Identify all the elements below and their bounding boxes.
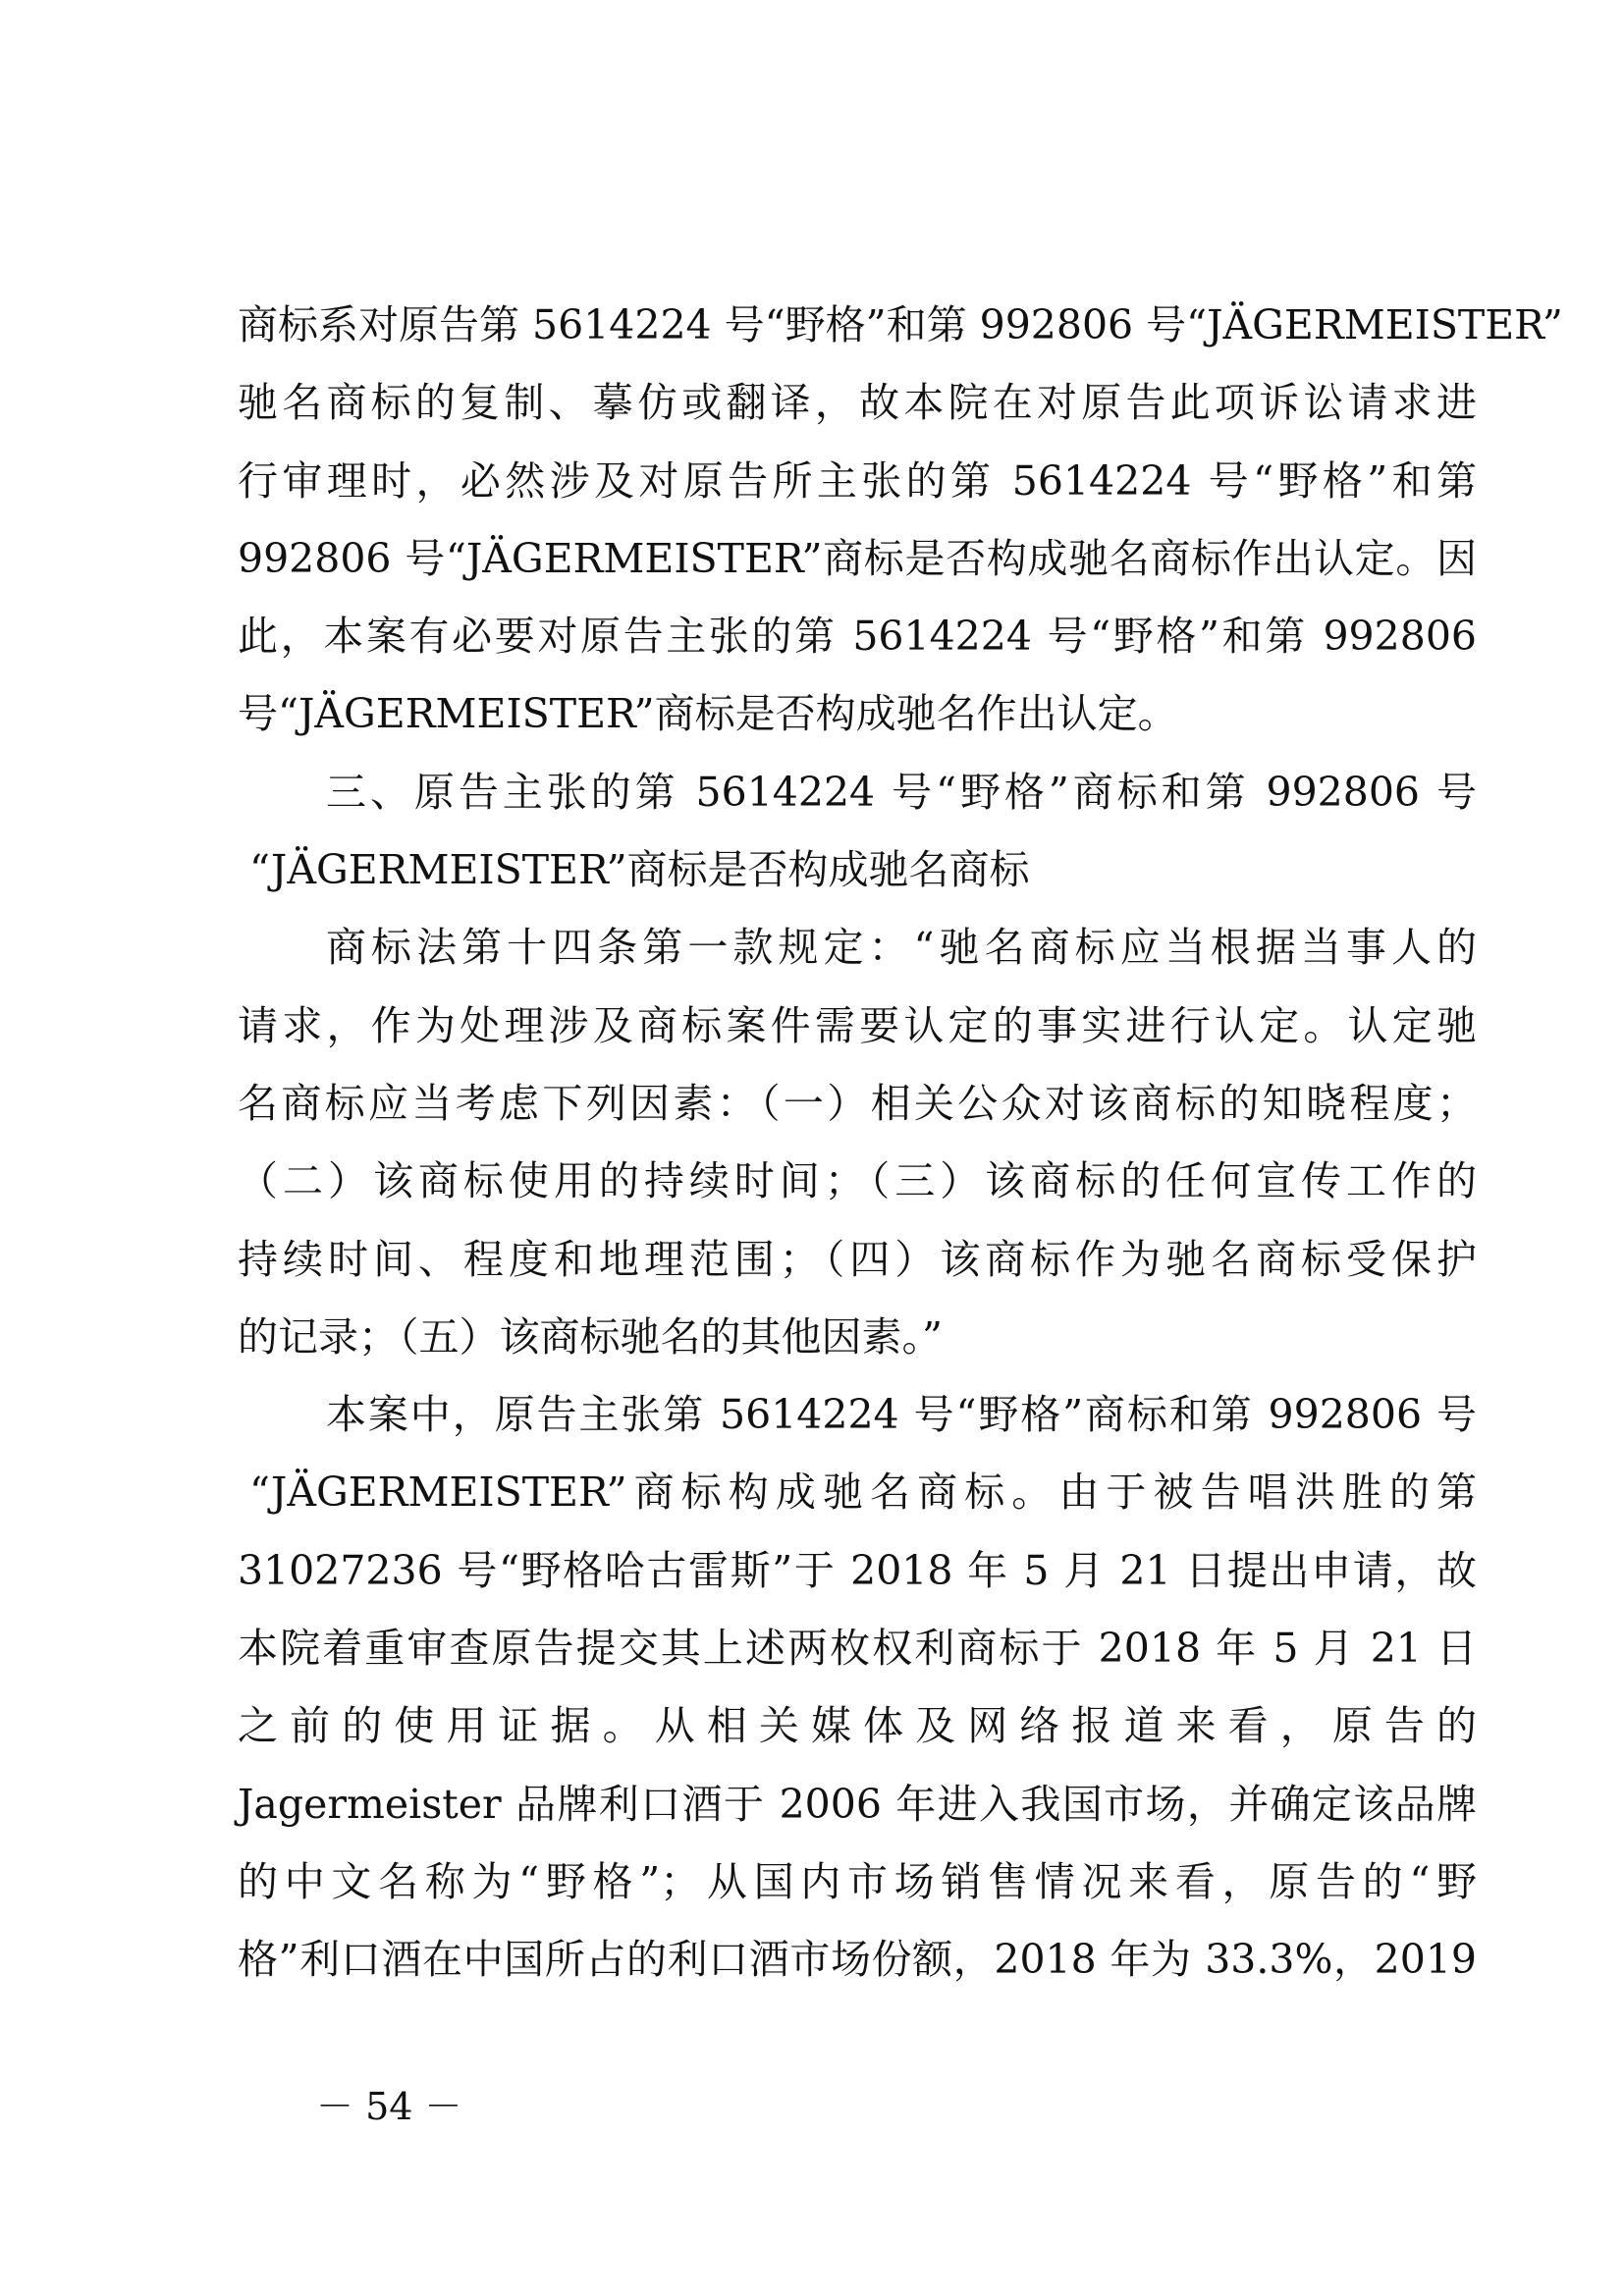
text-line: 本案中，原告主张第 5614224 号“野格”商标和第 992806 号: [326, 1391, 1477, 1439]
text-line: 号“JÄGERMEISTER”商标是否构成驰名作出认定。: [238, 690, 1178, 738]
text-line: 的中文名称为“野格”；从国内市场销售情况来看，原告的“野: [238, 1857, 1477, 1905]
section-heading-line: “JÄGERMEISTER”商标是否构成驰名商标: [249, 846, 1030, 894]
text-line: 持续时间、程度和地理范围；（四）该商标作为驰名商标受保护: [238, 1235, 1477, 1283]
text-line: 名商标应当考虑下列因素：（一）相关公众对该商标的知晓程度；: [238, 1079, 1477, 1127]
text-line: （二）该商标使用的持续时间；（三）该商标的任何宣传工作的: [238, 1157, 1477, 1205]
text-line: 此，本案有必要对原告主张的第 5614224 号“野格”和第 992806: [238, 613, 1477, 661]
text-line: Jagermeister 品牌利口酒于 2006 年进入我国市场，并确定该品牌: [238, 1780, 1477, 1828]
document-body: [238, 287, 1563, 2000]
text-line: 992806 号“JÄGERMEISTER”商标是否构成驰名商标作出认定。因: [238, 534, 1477, 582]
section-heading-line: 三、原告主张的第 5614224 号“野格”商标和第 992806 号: [326, 768, 1477, 816]
page-number: － 54 －: [316, 2085, 462, 2128]
text-line: 的记录；（五）该商标驰名的其他因素。”: [238, 1312, 943, 1361]
text-line: 行审理时，必然涉及对原告所主张的第 5614224 号“野格”和第: [238, 456, 1477, 505]
text-line: 驰名商标的复制、摹仿或翻译，故本院在对原告此项诉讼请求进: [238, 379, 1477, 427]
text-line: “JÄGERMEISTER”商标构成驰名商标。由于被告唱洪胜的第: [249, 1468, 1477, 1517]
text-line: 商标法第十四条第一款规定：“驰名商标应当根据当事人的: [326, 924, 1477, 972]
text-line: 商标系对原告第 5614224 号“野格”和第 992806 号“JÄGERMEISTER”: [238, 301, 1563, 348]
text-line: 请求，作为处理涉及商标案件需要认定的事实进行认定。认定驰: [238, 1001, 1477, 1049]
text-line: 之前的使用证据。从相关媒体及网络报道来看，原告的: [238, 1702, 1477, 1750]
text-line: 31027236 号“野格哈古雷斯”于 2018 年 5 月 21 日提出申请，故: [238, 1546, 1477, 1594]
text-line: 格”利口酒在中国所占的利口酒市场份额，2018 年为 33.3%，2019: [238, 1936, 1477, 1984]
text-line: 本院着重审查原告提交其上述两枚权利商标于 2018 年 5 月 21 日: [238, 1625, 1477, 1673]
